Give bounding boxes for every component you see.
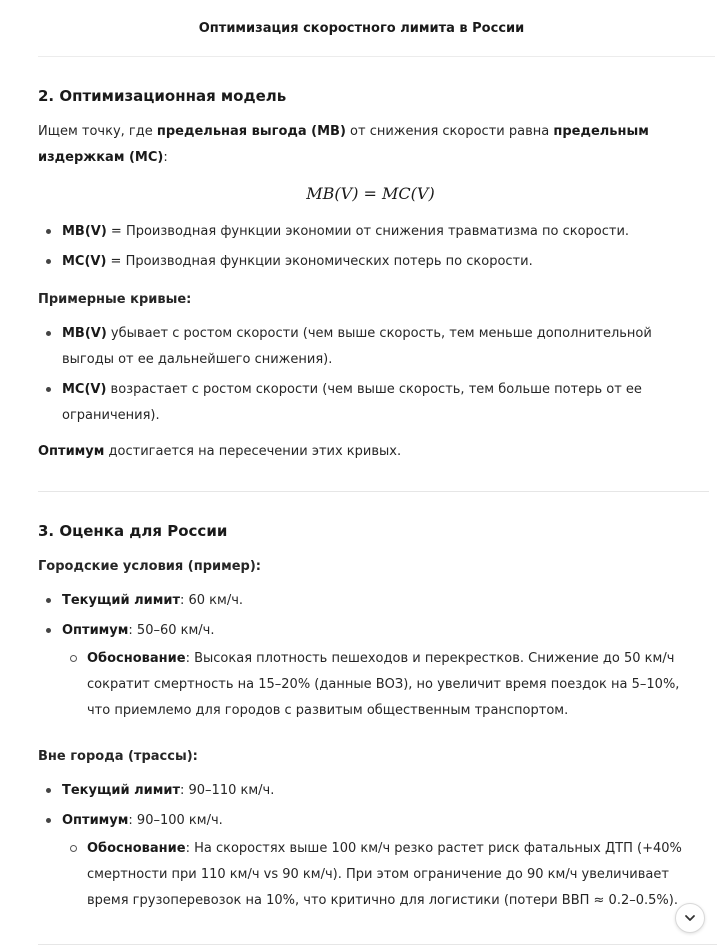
divider [38,491,709,492]
formula: MB(V) = MC(V) [306,184,435,203]
header [38,0,715,57]
chevron-down-icon [683,911,697,925]
highway-list [38,778,703,914]
list-item: Оптимум: 90–100 км/ч. Обоснование: На скоростях выше 100 км/ч резко растет риск фатальных ДТП (+40% смертности при 110 км/ч vs 90 км/ч). При этом ограничение до 90 км/ч увеличивает время грузоперевозок на 10%, что критично для логистики (потери ВВП ≈ 0.2–0.5%). [62,808,703,914]
highway-sublist [62,836,703,914]
definitions-list [38,219,703,275]
curves-list [38,321,703,429]
list-item: MC(V) возрастает с ростом скорости (чем выше скорость, тем больше потерь от ее ограничения). [62,377,703,429]
section-3-heading: 3. Оценка для России [38,522,228,540]
city-label: Городские условия (пример): [38,559,261,574]
highway-label: Вне города (трассы): [38,749,198,764]
optimum-paragraph: Оптимум достигается на пересечении этих кривых. [38,444,402,459]
section-2-heading: 2. Оптимизационная модель [38,87,287,105]
document-content [0,85,723,914]
list-item: Обоснование: Высокая плотность пешеходов и перекрестков. Снижение до 50 км/ч сократит смертность на 15–20% (данные ВОЗ), но увеличит время поездок на 5–10%, что приемлемо для городов с развитым общественным транспортом. [87,646,703,724]
city-sublist [62,646,703,724]
page-title: Оптимизация скоростного лимита в России [198,20,525,36]
list-item: MB(V) убывает с ростом скорости (чем выше скорость, тем меньше дополнительной выгоды от ее дальнейшего снижения). [62,321,703,373]
list-item: Текущий лимит: 90–110 км/ч. [62,778,703,804]
city-list [38,588,703,724]
curves-label: Примерные кривые: [38,292,192,307]
section-2-intro: Ищем точку, где предельная выгода (MB) от снижения скорости равна предельным издержкам (MC): [38,124,649,165]
list-item: Обоснование: На скоростях выше 100 км/ч резко растет риск фатальных ДТП (+40% смертности при 110 км/ч vs 90 км/ч). При этом ограничение до 90 км/ч увеличивает время грузоперевозок на 10%, что критично для логистики (потери ВВП ≈ 0.2–0.5%). [87,836,703,914]
list-item: Текущий лимит: 60 км/ч. [62,588,703,614]
scroll-down-button[interactable] [675,903,705,933]
list-item: Оптимум: 50–60 км/ч. Обоснование: Высокая плотность пешеходов и перекрестков. Снижение до 50 км/ч сократит смертность на 15–20% (данные ВОЗ), но увеличит время поездок на 5–10%, что приемлемо для городов с развитым общественным транспортом. [62,618,703,724]
list-item: MC(V) = Производная функции экономических потерь по скорости. [62,249,703,275]
divider [38,944,717,945]
list-item: MB(V) = Производная функции экономии от снижения травматизма по скорости. [62,219,703,245]
